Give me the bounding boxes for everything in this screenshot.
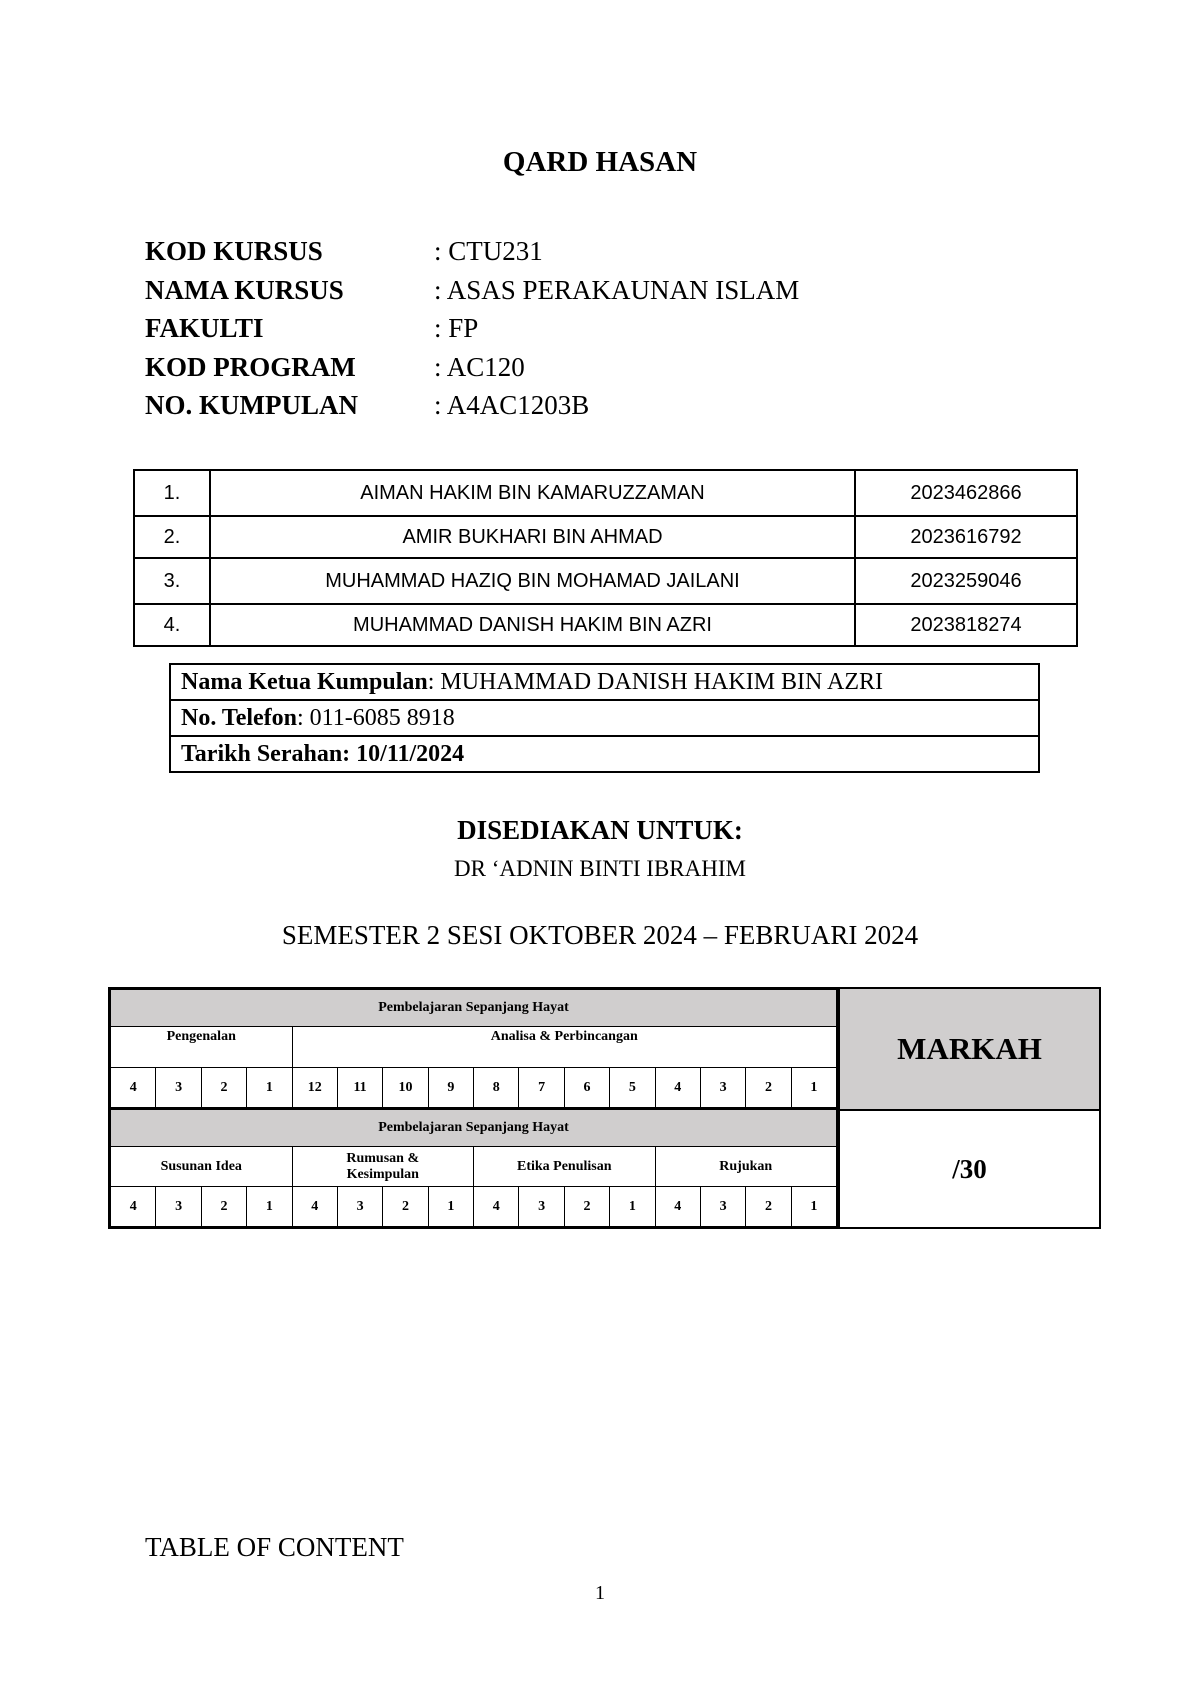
score-cell[interactable]: 4 xyxy=(655,1187,700,1227)
score-cell[interactable]: 12 xyxy=(292,1068,337,1108)
leader-name-cell xyxy=(170,664,1039,700)
member-no: 4. xyxy=(134,604,210,646)
score-cell[interactable]: 11 xyxy=(337,1068,382,1108)
info-value: : CTU231 xyxy=(434,236,543,266)
lecturer-name: DR ‘ADNIN BINTI IBRAHIM xyxy=(454,856,746,881)
table-row xyxy=(134,558,1077,604)
score-cell[interactable]: 5 xyxy=(610,1068,655,1108)
markah-value: /30 xyxy=(952,1153,987,1184)
page-number: 1 xyxy=(595,1582,605,1604)
rubric-table xyxy=(108,987,1101,1229)
score-cell[interactable]: 3 xyxy=(156,1187,201,1227)
group: Analisa & Perbincangan xyxy=(292,1027,837,1068)
score-cell[interactable]: 1 xyxy=(610,1187,655,1227)
label: Nama Ketua Kumpulan xyxy=(181,668,428,695)
score-cell[interactable]: 1 xyxy=(247,1068,292,1108)
member-id: 2023259046 xyxy=(855,558,1077,604)
group: Susunan Idea xyxy=(111,1147,293,1187)
member-id: 2023462866 xyxy=(855,470,1077,516)
score-cell[interactable]: 3 xyxy=(700,1068,745,1108)
score-cell[interactable]: 4 xyxy=(292,1187,337,1227)
score-cell[interactable]: 2 xyxy=(746,1068,791,1108)
score-cell[interactable]: 2 xyxy=(746,1187,791,1227)
submission-date: Tarikh Serahan: 10/11/2024 xyxy=(181,740,465,767)
info-value: : A4AC1203B xyxy=(434,390,590,420)
score-cell[interactable]: 2 xyxy=(564,1187,609,1227)
info-label: FAKULTI xyxy=(145,313,264,343)
leader-name: : MUHAMMAD DANISH HAKIM BIN AZRI xyxy=(427,668,884,695)
score-cell[interactable]: 6 xyxy=(564,1068,609,1108)
score-cell[interactable]: 2 xyxy=(201,1068,246,1108)
info-value: : FP xyxy=(434,313,479,343)
group: Rujukan xyxy=(655,1147,837,1187)
score-cell[interactable]: 1 xyxy=(791,1187,836,1227)
member-no: 2. xyxy=(134,516,210,558)
members-table xyxy=(133,469,1078,647)
semester: SEMESTER 2 SESI OKTOBER 2024 – FEBRUARI 2024 xyxy=(281,920,919,950)
rubric-header: Pembelajaran Sepanjang Hayat xyxy=(111,990,837,1027)
score-cell[interactable]: 1 xyxy=(791,1068,836,1108)
member-id: 2023616792 xyxy=(855,516,1077,558)
score-cell[interactable]: 3 xyxy=(337,1187,382,1227)
info-label: KOD PROGRAM xyxy=(145,351,356,382)
score-cell[interactable]: 3 xyxy=(156,1068,201,1108)
member-name: MUHAMMAD DANISH HAKIM BIN AZRI xyxy=(210,604,855,646)
info-value: : AC120 xyxy=(434,351,525,382)
score-cell[interactable]: 3 xyxy=(700,1187,745,1227)
score-cell[interactable]: 7 xyxy=(519,1068,564,1108)
phone: : 011-6085 8918 xyxy=(297,704,455,731)
score-cell[interactable]: 2 xyxy=(383,1187,428,1227)
member-name: MUHAMMAD HAZIQ BIN MOHAMAD JAILANI xyxy=(210,558,855,604)
member-id: 2023818274 xyxy=(855,604,1077,646)
markah-label: MARKAH xyxy=(840,989,1099,1111)
document-title: QARD HASAN xyxy=(502,146,698,178)
prepared-for-heading: DISEDIAKAN UNTUK: xyxy=(457,815,743,845)
group: Pengenalan xyxy=(111,1027,293,1068)
toc-heading: TABLE OF CONTENT xyxy=(145,1532,404,1562)
score-cell[interactable]: 10 xyxy=(383,1068,428,1108)
score-cell[interactable]: 1 xyxy=(247,1187,292,1227)
score-cell[interactable]: 3 xyxy=(519,1187,564,1227)
rubric-top xyxy=(110,989,837,1108)
date-cell xyxy=(170,736,1039,772)
label: No. Telefon xyxy=(181,704,298,731)
rubric-header: Pembelajaran Sepanjang Hayat xyxy=(111,1109,837,1147)
score-cell[interactable]: 2 xyxy=(201,1187,246,1227)
member-name: AMIR BUKHARI BIN AHMAD xyxy=(210,516,855,558)
table-row xyxy=(134,470,1077,516)
member-name: AIMAN HAKIM BIN KAMARUZZAMAN xyxy=(210,470,855,516)
member-no: 1. xyxy=(134,470,210,516)
score-cell[interactable]: 9 xyxy=(428,1068,473,1108)
phone-cell xyxy=(170,700,1039,736)
score-cell[interactable]: 4 xyxy=(655,1068,700,1108)
member-no: 3. xyxy=(134,558,210,604)
score-cell[interactable]: 1 xyxy=(428,1187,473,1227)
leader-table xyxy=(169,663,1040,773)
table-row xyxy=(134,516,1077,558)
info-value: : ASAS PERAKAUNAN ISLAM xyxy=(434,274,800,305)
group: Rumusan & Kesimpulan xyxy=(292,1147,474,1187)
info-label: NO. KUMPULAN xyxy=(145,390,358,420)
score-cell[interactable]: 8 xyxy=(474,1068,519,1108)
info-label: NAMA KURSUS xyxy=(145,274,344,305)
score-cell[interactable]: 4 xyxy=(111,1068,156,1108)
score-cell[interactable]: 4 xyxy=(474,1187,519,1227)
group: Etika Penulisan xyxy=(474,1147,656,1187)
rubric-bottom xyxy=(110,1108,837,1227)
info-label: KOD KURSUS xyxy=(145,236,323,266)
table-row xyxy=(134,604,1077,646)
score-cell[interactable]: 4 xyxy=(111,1187,156,1227)
